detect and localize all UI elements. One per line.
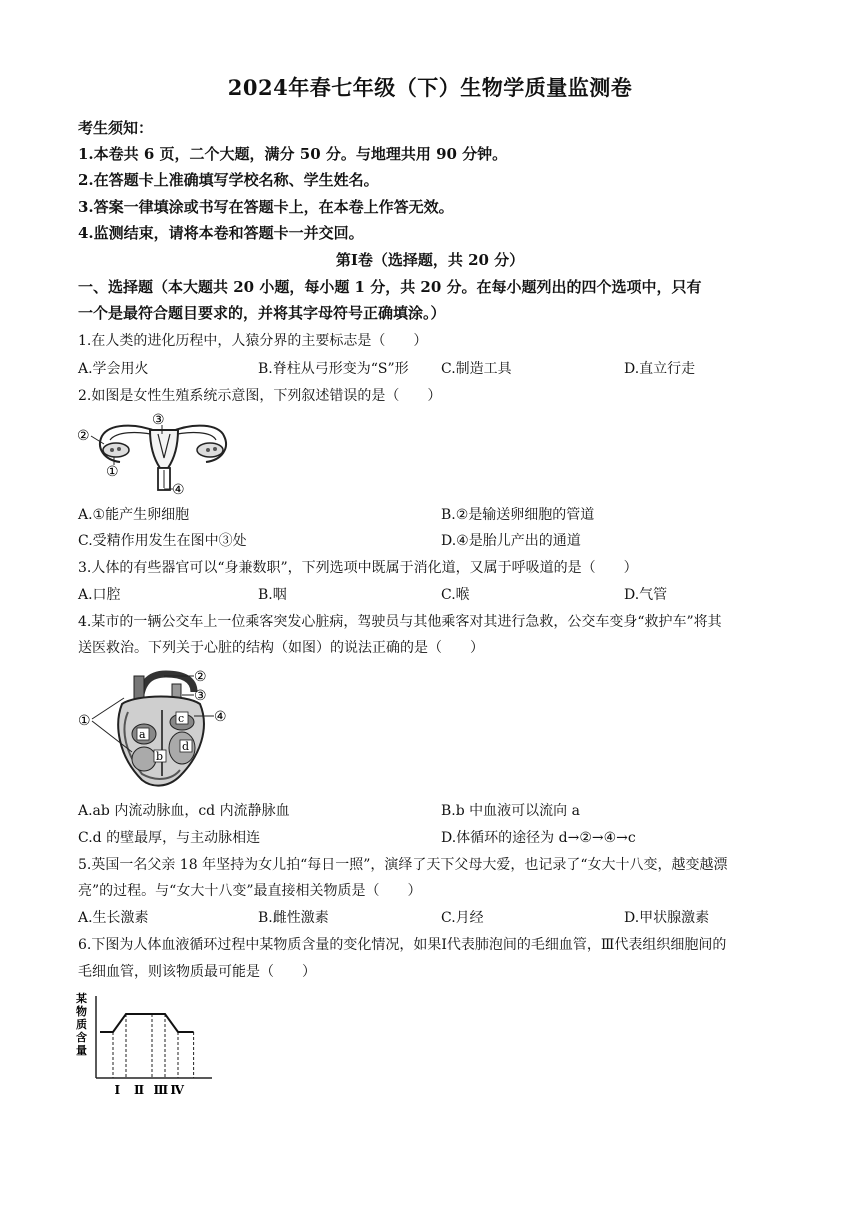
q3-option-a[interactable]: A.口腔 [78, 587, 121, 603]
chart-ylabel-char: 量 [76, 1044, 87, 1057]
question-4-stem-line2: 送医救治。下列关于心脏的结构（如图）的说法正确的是（ ） [78, 640, 484, 656]
q3-option-b[interactable]: B.咽 [258, 587, 287, 603]
q2-option-c[interactable]: C.受精作用发生在图中③处 [78, 533, 247, 549]
question-5-stem-line1: 5.英国一名父亲 18 年坚持为女儿拍“每日一照”，演绎了天下父母大爱，也记录了“女大十八变，越变越漂 [78, 857, 728, 873]
figure2-label-3: ③ [152, 412, 165, 428]
q4-option-d[interactable]: D.体循环的途径为 d→②→④→c [441, 830, 636, 846]
chart-tick-label: Ⅱ [134, 1083, 145, 1097]
q5-option-a[interactable]: A.生长激素 [78, 910, 149, 926]
chart-ylabel-char: 某 [76, 992, 87, 1005]
substance-content-chart [72, 990, 222, 1100]
page-title: 2024年春七年级（下）生物学质量监测卷 [227, 75, 633, 100]
notice-item-2: 2.在答题卡上准确填写学校名称、学生姓名。 [78, 171, 379, 189]
question-3-stem: 3.人体的有些器官可以“身兼数职”，下列选项中既属于消化道，又属于呼吸道的是（ ） [78, 560, 638, 576]
chart-series-line [100, 1014, 194, 1032]
q1-option-d[interactable]: D.直立行走 [624, 361, 696, 377]
section-title: 第Ⅰ卷（选择题，共 20 分） [335, 251, 525, 269]
heart-label-3: ③ [194, 688, 207, 704]
notice-heading: 考生须知： [78, 119, 154, 137]
chart-ylabel [75, 991, 87, 1057]
heart-label-4: ④ [214, 709, 227, 725]
q2-option-b[interactable]: B.②是输送卵细胞的管道 [441, 507, 595, 523]
notice-item-4: 4.监测结束，请将本卷和答题卡一并交回。 [78, 224, 364, 242]
chart-ylabel-char: 物 [76, 1005, 87, 1018]
heart-label-1: ① [78, 713, 91, 729]
heart-label-d: d [182, 740, 190, 753]
q3-option-d[interactable]: D.气管 [624, 587, 668, 603]
q5-option-c[interactable]: C.月经 [441, 910, 484, 926]
chart-ylabel-char: 质 [76, 1018, 87, 1031]
question-5-stem-line2: 亮”的过程。与“女大十八变”最直接相关物质是（ ） [78, 883, 422, 899]
chart-tick-label: Ⅰ [114, 1083, 121, 1097]
chart-tick-label: Ⅳ [170, 1083, 185, 1097]
heart-label-c: c [178, 712, 185, 725]
notice-item-1: 1.本卷共 6 页，二个大题，满分 50 分。与地理共用 90 分钟。 [78, 145, 508, 163]
figure2-label-2: ② [77, 428, 90, 444]
heart-label-b: b [156, 750, 164, 763]
q4-option-c[interactable]: C.d 的壁最厚，与主动脉相连 [78, 830, 261, 846]
q1-option-b[interactable]: B.脊柱从弓形变为“S”形 [258, 361, 409, 377]
figure2-label-1: ① [106, 464, 119, 480]
question-2-stem: 2.如图是女性生殖系统示意图，下列叙述错误的是（ ） [78, 388, 442, 404]
figure2-label-4: ④ [172, 482, 185, 498]
notice-item-3: 3.答案一律填涂或书写在答题卡上，在本卷上作答无效。 [78, 198, 454, 216]
q1-option-a[interactable]: A.学会用火 [78, 361, 149, 377]
question-6-stem-line1: 6.下图为人体血液循环过程中某物质含量的变化情况，如果Ⅰ代表肺泡间的毛细血管，Ⅲ代表组织细胞间的 [78, 937, 727, 953]
q3-option-c[interactable]: C.喉 [441, 587, 470, 603]
chart-ylabel-char: 含 [76, 1031, 87, 1044]
section-instruction-line1: 一、选择题（本大题共 20 小题，每小题 1 分，共 20 分。在每小题列出的四个选项中，只有 [78, 278, 702, 296]
question-1-stem: 1.在人类的进化历程中，人猿分界的主要标志是（ ） [78, 333, 428, 349]
chart-tick-label: Ⅲ [153, 1083, 169, 1097]
section-instruction-line2: 一个是最符合题目要求的，并将其字母符号正确填涂。） [78, 304, 446, 322]
q2-option-a[interactable]: A.①能产生卵细胞 [78, 507, 190, 523]
q5-option-b[interactable]: B.雌性激素 [258, 910, 329, 926]
heart-label-2: ② [194, 669, 207, 685]
heart-structure-figure [76, 664, 236, 794]
q4-option-a[interactable]: A.ab 内流动脉血，cd 内流静脉血 [78, 803, 290, 819]
female-reproductive-system-figure [74, 410, 254, 500]
question-6-stem-line2: 毛细血管，则该物质最可能是（ ） [78, 964, 316, 980]
q4-option-b[interactable]: B.b 中血液可以流向 a [441, 803, 580, 819]
question-4-stem-line1: 4.某市的一辆公交车上一位乘客突发心脏病，驾驶员与其他乘客对其进行急救，公交车变身“救护车”将其 [78, 614, 722, 630]
q2-option-d[interactable]: D.④是胎儿产出的通道 [441, 533, 581, 549]
heart-label-a: a [139, 728, 146, 741]
q5-option-d[interactable]: D.甲状腺激素 [624, 910, 710, 926]
q1-option-c[interactable]: C.制造工具 [441, 361, 512, 377]
